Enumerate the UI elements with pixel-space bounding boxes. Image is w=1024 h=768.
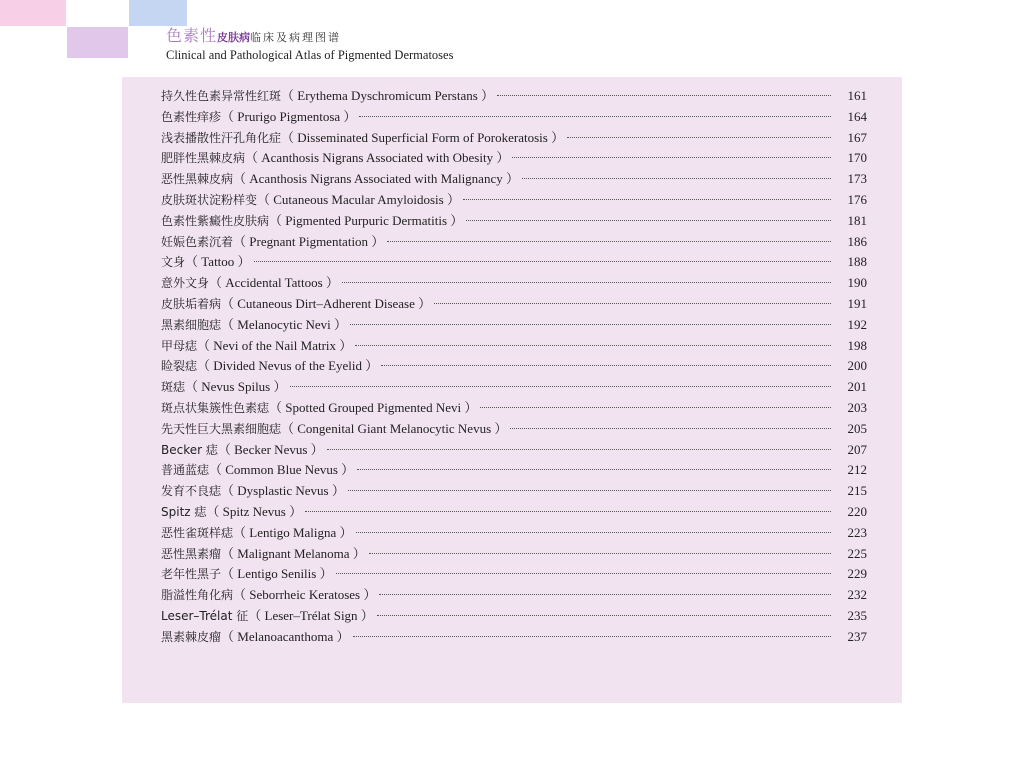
toc-entry-title-en: （ Cutaneous Macular Amyloidosis ）: [257, 191, 460, 207]
toc-entry-title-en: （ Malignant Melanoma ）: [221, 545, 366, 561]
toc-entry-title-zh: 发育不良痣: [161, 484, 222, 499]
toc-page-number: 161: [847, 88, 867, 103]
toc-page-number: 188: [847, 254, 867, 270]
toc-entry[interactable]: [161, 294, 867, 315]
toc-entry-title-en: （ Acanthosis Nigrans Associated with Malignancy ）: [233, 171, 519, 187]
toc-dot-leader: [355, 345, 831, 346]
toc-dot-leader: [254, 261, 831, 262]
toc-entry-title-zh: 色素性痒疹: [161, 109, 222, 124]
toc-dot-leader: [567, 137, 831, 138]
corner-square-pink: [0, 0, 66, 26]
toc-dot-leader: [497, 95, 831, 96]
toc-entry-title: [161, 148, 509, 169]
toc-entry[interactable]: [161, 148, 867, 169]
toc-entry-title: [161, 273, 339, 294]
toc-entry-title-zh: 文身: [161, 255, 186, 270]
toc-entry-title-zh: 黑素细胞痣: [161, 317, 222, 332]
toc-entry-title-zh: 恶性雀斑样痣: [161, 525, 234, 540]
toc-entry-title-en: （ Dysplastic Nevus ）: [221, 483, 345, 499]
toc-entry-title: [161, 336, 352, 357]
toc-entry-title-en: （ Nevus Spilus ）: [185, 379, 287, 395]
toc-page-number: 192: [847, 316, 867, 332]
toc-entry-title: [161, 107, 356, 128]
corner-square-lilac: [67, 27, 128, 58]
toc-entry-title-en: （ Lentigo Senilis ）: [221, 566, 333, 582]
toc-entry-title: [161, 440, 324, 461]
toc-entry[interactable]: [161, 585, 867, 606]
toc-entry-title-en: （ Seborrheic Keratoses ）: [233, 587, 377, 603]
toc-dot-leader: [353, 636, 831, 637]
toc-page-number: 225: [847, 545, 867, 561]
toc-entry-title-en: （ Spotted Grouped Pigmented Nevi ）: [269, 399, 478, 415]
toc-page-number: 190: [847, 275, 867, 291]
toc-entry-title-en: （ Leser–Trélat Sign ）: [248, 607, 374, 623]
toc-entry[interactable]: [161, 440, 867, 461]
toc-entry[interactable]: [161, 232, 867, 253]
toc-entry-title-en: （ Spitz Nevus ）: [206, 503, 303, 519]
toc-dot-leader: [510, 428, 831, 429]
toc-entry-title-zh: 甲母痣: [161, 338, 198, 353]
toc-entry[interactable]: [161, 460, 867, 481]
toc-panel: [122, 77, 902, 703]
toc-dot-leader: [387, 241, 831, 242]
toc-page-number: 176: [847, 191, 867, 207]
toc-entry-title-zh: 皮肤垢着病: [161, 296, 222, 311]
toc-entry[interactable]: [161, 627, 867, 648]
toc-entry-title: [161, 523, 353, 544]
toc-entry-title: [161, 544, 366, 565]
toc-entry[interactable]: [161, 336, 867, 357]
toc-entry-title-en: （ Melanoacanthoma ）: [221, 628, 350, 644]
toc-dot-leader: [357, 469, 831, 470]
toc-entry-title-en: （ Accidental Tattoos ）: [209, 275, 339, 291]
toc-entry-title-en: （ Tattoo ）: [185, 254, 251, 270]
toc-entry-title: [161, 377, 287, 398]
toc-dot-leader: [336, 573, 831, 574]
toc-entry[interactable]: [161, 107, 867, 128]
toc-page-number: 215: [847, 483, 867, 499]
toc-dot-leader: [381, 365, 831, 366]
toc-page-number: 198: [847, 337, 867, 353]
toc-dot-leader: [290, 386, 832, 387]
book-title-mid: 皮肤病: [217, 31, 251, 44]
toc-entry[interactable]: [161, 211, 867, 232]
toc-entry[interactable]: [161, 544, 867, 565]
toc-entry[interactable]: [161, 606, 867, 627]
toc-page-number: 170: [847, 150, 867, 166]
toc-entry-title-zh: 色素性紫癜性皮肤病: [161, 213, 270, 228]
toc-entry-title-en: （ Nevi of the Nail Matrix ）: [197, 337, 353, 353]
toc-entry[interactable]: [161, 315, 867, 336]
toc-entry-title-zh: 斑痣: [161, 380, 186, 395]
toc-entry-title: [161, 585, 376, 606]
toc-entry-title-zh: 皮肤斑状淀粉样变: [161, 192, 258, 207]
toc-entry-title: [161, 294, 431, 315]
toc-entry-title-zh: 先天性巨大黑素细胞痣: [161, 421, 282, 436]
toc-entry-title: [161, 232, 384, 253]
toc-entry-title-zh: 普通蓝痣: [161, 463, 210, 478]
toc-dot-leader: [305, 511, 831, 512]
toc-dot-leader: [377, 615, 831, 616]
toc-page-number: 229: [847, 566, 867, 582]
toc-dot-leader: [342, 282, 831, 283]
toc-entry-title-zh: Leser–Trélat 征: [161, 608, 249, 623]
toc-entry-title: [161, 211, 463, 232]
toc-entry-title-en: （ Erythema Dyschromicum Perstans ）: [281, 88, 495, 103]
toc-page-number: 203: [847, 399, 867, 415]
toc-entry-title-zh: 脂溢性角化病: [161, 588, 234, 603]
toc-entry-title: [161, 460, 354, 481]
toc-entry-title: [161, 419, 507, 440]
toc-page-number: 235: [847, 607, 867, 623]
toc-entry[interactable]: [161, 377, 867, 398]
toc-entry-title: [161, 86, 494, 107]
toc-entry[interactable]: [161, 481, 867, 502]
toc-entry-title: [161, 398, 477, 419]
toc-dot-leader: [463, 199, 831, 200]
corner-square-blue: [129, 0, 187, 26]
toc-entry-title: [161, 481, 345, 502]
toc-page-number: 220: [847, 503, 867, 519]
toc-page-number: 201: [847, 379, 867, 395]
toc-entry[interactable]: [161, 523, 867, 544]
toc-entry-title-en: （ Pigmented Purpuric Dermatitis ）: [269, 212, 464, 228]
toc-entry-title: [161, 169, 519, 190]
toc-page-number: 207: [847, 441, 867, 457]
toc-entry-title-en: （ Common Blue Nevus ）: [209, 462, 355, 478]
toc-entry-title-zh: 斑点状集簇性色素痣: [161, 400, 270, 415]
toc-dot-leader: [522, 178, 831, 179]
toc-entry-title-en: （ Divided Nevus of the Eyelid ）: [197, 358, 379, 374]
toc-page-number: 191: [847, 295, 867, 311]
book-title-main: 色素性: [166, 26, 218, 45]
page-header: [166, 25, 866, 63]
toc-page-number: 181: [847, 212, 867, 228]
toc-entry[interactable]: [161, 564, 867, 585]
toc-page-number: 167: [847, 129, 867, 145]
toc-dot-leader: [480, 407, 831, 408]
toc-entry-title-en: （ Lentigo Maligna ）: [233, 524, 353, 540]
toc-page-number: 173: [847, 171, 867, 187]
toc-entry-title-zh: 老年性黑子: [161, 567, 222, 582]
toc-dot-leader: [512, 157, 831, 158]
toc-entry-title: [161, 128, 564, 149]
toc-entry-title-zh: 意外文身: [161, 276, 210, 291]
toc-entry-title-zh: 妊娠色素沉着: [161, 234, 234, 249]
toc-entry-title: [161, 356, 378, 377]
toc-dot-leader: [434, 303, 831, 304]
toc-entry-title-zh: Spitz 痣: [161, 504, 207, 519]
toc-entry-title-zh: 恶性黑素瘤: [161, 546, 222, 561]
toc-entry-title-zh: 黑素棘皮瘤: [161, 629, 222, 644]
toc-page-number: 237: [847, 628, 867, 644]
toc-entry-title-zh: 恶性黑棘皮病: [161, 172, 234, 187]
toc-entry[interactable]: [161, 502, 867, 523]
toc-entry[interactable]: [161, 273, 867, 294]
toc-entry-title-en: （ Acanthosis Nigrans Associated with Obesity ）: [245, 150, 510, 166]
toc-entry-title: [161, 606, 374, 627]
toc-entry-title-zh: 肥胖性黑棘皮病: [161, 151, 246, 166]
toc-entry-title: [161, 627, 350, 648]
toc-entry-title: [161, 252, 251, 273]
book-subtitle: Clinical and Pathological Atlas of Pigmented Dermatoses: [166, 48, 454, 62]
toc-dot-leader: [350, 324, 831, 325]
toc-dot-leader: [379, 594, 831, 595]
toc-entry-title-zh: 睑裂痣: [161, 359, 198, 374]
toc-page-number: 186: [847, 233, 867, 249]
toc-entry-title: [161, 190, 460, 211]
toc-page-number: 223: [847, 524, 867, 540]
table-of-contents: [161, 86, 867, 648]
book-title-rest: 临床及病理图谱: [250, 31, 342, 44]
toc-entry[interactable]: [161, 86, 867, 107]
toc-entry[interactable]: [161, 169, 867, 190]
toc-entry-title-en: （ Pregnant Pigmentation ）: [233, 233, 385, 249]
toc-entry-title-en: （ Becker Nevus ）: [217, 441, 324, 457]
toc-page-number: 164: [847, 108, 867, 124]
toc-page-number: 232: [847, 587, 867, 603]
book-title: [166, 25, 866, 47]
toc-entry[interactable]: [161, 356, 867, 377]
toc-entry-title: [161, 315, 347, 336]
toc-entry-title: [161, 564, 333, 585]
toc-dot-leader: [348, 490, 831, 491]
toc-dot-leader: [356, 532, 831, 533]
toc-page-number: 200: [847, 358, 867, 374]
toc-entry-title-en: （ Congenital Giant Melanocytic Nevus ）: [281, 420, 508, 436]
toc-entry-title-zh: 持久性色素异常性红斑: [161, 89, 282, 103]
toc-page-number: 205: [847, 420, 867, 436]
toc-dot-leader: [327, 449, 831, 450]
toc-entry[interactable]: [161, 398, 867, 419]
toc-entry-title: [161, 502, 302, 523]
toc-entry-title-en: （ Prurigo Pigmentosa ）: [221, 108, 357, 124]
toc-entry-title-en: （ Melanocytic Nevi ）: [221, 316, 348, 332]
toc-dot-leader: [359, 116, 831, 117]
toc-entry-title-zh: 浅表播散性汗孔角化症: [161, 130, 282, 145]
toc-dot-leader: [466, 220, 831, 221]
toc-entry[interactable]: [161, 419, 867, 440]
toc-entry-title-en: （ Disseminated Superficial Form of Porokeratosis ）: [281, 129, 565, 145]
toc-dot-leader: [369, 553, 831, 554]
toc-entry-title-zh: Becker 痣: [161, 442, 218, 457]
toc-entry-title-en: （ Cutaneous Dirt–Adherent Disease ）: [221, 295, 432, 311]
toc-page-number: 212: [847, 462, 867, 478]
toc-entry[interactable]: [161, 190, 867, 211]
toc-entry[interactable]: [161, 252, 867, 273]
toc-entry[interactable]: [161, 128, 867, 149]
